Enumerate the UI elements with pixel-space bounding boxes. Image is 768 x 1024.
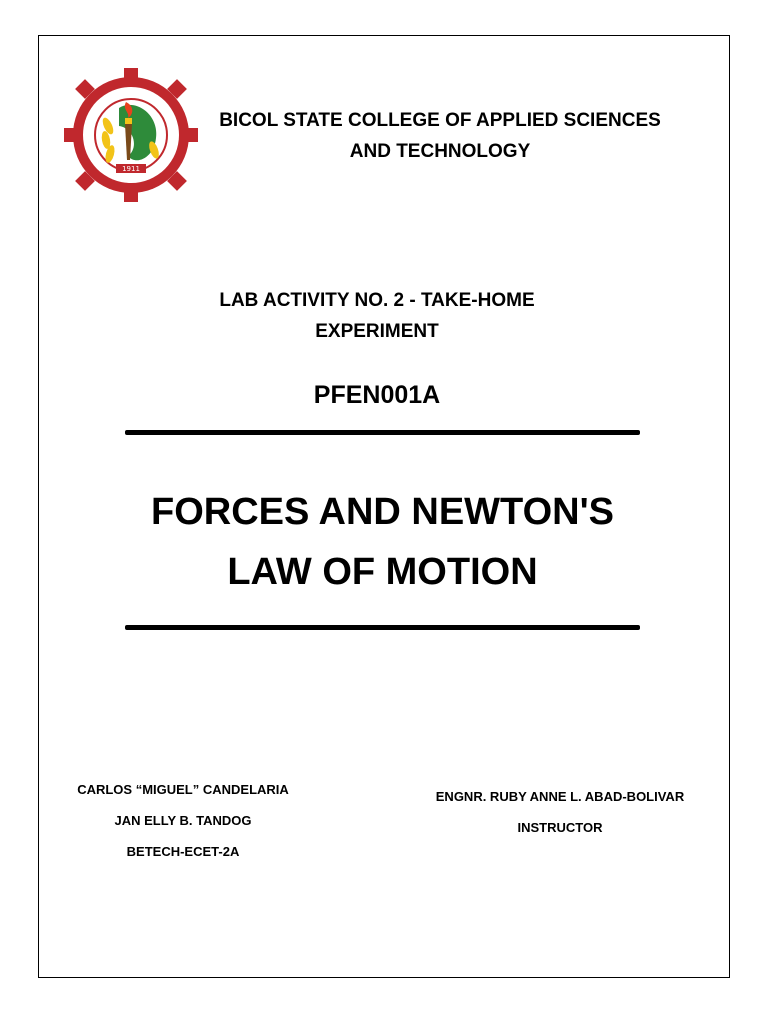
activity-heading [170,285,584,347]
seal-year: 1911 [122,165,140,173]
student-name-2: JAN ELLY B. TANDOG [114,813,252,828]
school-name-line1: BICOL STATE COLLEGE OF APPLIED SCIENCES [219,110,661,131]
instructor-role: INSTRUCTOR [517,820,603,835]
school-name-line2: AND TECHNOLOGY [349,141,531,162]
bottom-divider [125,625,640,630]
school-name [210,105,670,167]
student-name-1: CARLOS “MIGUEL” CANDELARIA [77,782,289,797]
course-code: PFEN001A [313,381,441,409]
title-line2: LAW OF MOTION [227,551,538,593]
document-title [125,482,640,602]
instructor-name: ENGNR. RUBY ANNE L. ABAD-BOLIVAR [435,789,685,804]
title-line1: FORCES AND NEWTON'S [151,491,614,533]
top-divider [125,430,640,435]
student-block [70,774,296,867]
activity-line2: EXPERIMENT [315,321,439,342]
activity-line1: LAB ACTIVITY NO. 2 - TAKE-HOME [219,290,535,311]
instructor-block [420,781,700,843]
student-section: BETECH-ECET-2A [126,844,240,859]
college-seal-logo [64,68,198,202]
